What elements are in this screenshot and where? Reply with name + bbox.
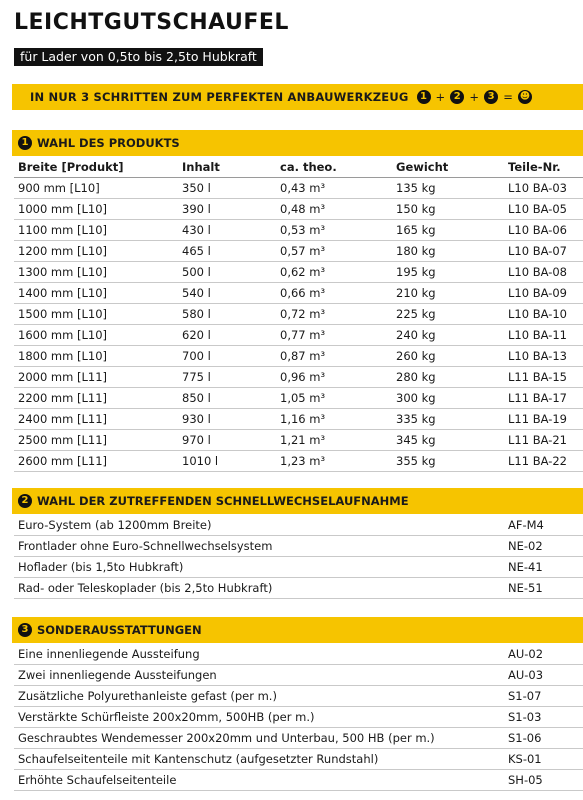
column-header: Gewicht	[396, 160, 449, 174]
table-cell: 850 l	[182, 391, 211, 405]
item-part-number: AU-03	[508, 668, 544, 682]
section-3-header	[12, 617, 583, 643]
table-cell: 195 kg	[396, 265, 436, 279]
table-cell: L10 BA-06	[508, 223, 567, 237]
table-cell: 280 kg	[396, 370, 436, 384]
table-cell: 1600 mm [L10]	[18, 328, 107, 342]
item-description: Euro-System (ab 1200mm Breite)	[18, 518, 212, 532]
table-cell: 150 kg	[396, 202, 436, 216]
table-cell: 0,62 m³	[280, 265, 326, 279]
table-cell: 350 l	[182, 181, 211, 195]
table-cell: 335 kg	[396, 412, 436, 426]
table-cell: L11 BA-22	[508, 454, 567, 468]
table-row	[14, 220, 583, 241]
banner-text: IN NUR 3 SCHRITTEN ZUM PERFEKTEN ANBAUWERKZEUG	[30, 90, 409, 104]
table-cell: 1,21 m³	[280, 433, 326, 447]
table-cell: 540 l	[182, 286, 211, 300]
table-cell: 165 kg	[396, 223, 436, 237]
table-cell: 620 l	[182, 328, 211, 342]
table-row	[14, 241, 583, 262]
item-description: Eine innenliegende Aussteifung	[18, 647, 200, 661]
table-row	[14, 367, 583, 388]
table-cell: 465 l	[182, 244, 211, 258]
table-cell: 0,66 m³	[280, 286, 326, 300]
table-cell: 970 l	[182, 433, 211, 447]
table-cell: 775 l	[182, 370, 211, 384]
table-cell: L10 BA-08	[508, 265, 567, 279]
table-cell: 0,57 m³	[280, 244, 326, 258]
table-cell: L10 BA-10	[508, 307, 567, 321]
table-cell: 0,87 m³	[280, 349, 326, 363]
section-1-header	[12, 130, 583, 156]
column-header: ca. theo.	[280, 160, 337, 174]
table-cell: 0,72 m³	[280, 307, 326, 321]
table-cell: 930 l	[182, 412, 211, 426]
table-cell: 135 kg	[396, 181, 436, 195]
subtitle-badge: für Lader von 0,5to bis 2,5to Hubkraft	[14, 48, 263, 66]
table-cell: 900 mm [L10]	[18, 181, 100, 195]
table-cell: 2500 mm [L11]	[18, 433, 107, 447]
list-item	[14, 686, 583, 707]
column-header: Inhalt	[182, 160, 220, 174]
step-2-icon: 2	[450, 90, 464, 104]
item-part-number: S1-03	[508, 710, 542, 724]
item-description: Geschraubtes Wendemesser 200x20mm und Unterbau, 500 HB (per m.)	[18, 731, 435, 745]
options-table	[14, 644, 583, 791]
table-cell: L11 BA-21	[508, 433, 567, 447]
table-cell: 1400 mm [L10]	[18, 286, 107, 300]
table-row	[14, 178, 583, 199]
table-row	[14, 409, 583, 430]
table-cell: 1500 mm [L10]	[18, 307, 107, 321]
step-3-icon: 3	[18, 623, 32, 637]
table-cell: 0,96 m³	[280, 370, 326, 384]
item-description: Verstärkte Schürfleiste 200x20mm, 500HB (per m.)	[18, 710, 315, 724]
table-row	[14, 451, 583, 472]
table-cell: L10 BA-03	[508, 181, 567, 195]
table-cell: 0,48 m³	[280, 202, 326, 216]
table-cell: 1100 mm [L10]	[18, 223, 107, 237]
coupling-table	[14, 515, 583, 599]
table-row	[14, 430, 583, 451]
table-row	[14, 346, 583, 367]
table-cell: 500 l	[182, 265, 211, 279]
table-cell: 210 kg	[396, 286, 436, 300]
table-cell: 700 l	[182, 349, 211, 363]
table-cell: 1,16 m³	[280, 412, 326, 426]
table-cell: 345 kg	[396, 433, 436, 447]
table-cell: 1200 mm [L10]	[18, 244, 107, 258]
plus-sign: +	[469, 90, 480, 104]
list-item	[14, 536, 583, 557]
table-cell: L10 BA-11	[508, 328, 567, 342]
table-cell: 430 l	[182, 223, 211, 237]
item-part-number: NE-51	[508, 581, 543, 595]
table-cell: 1,05 m³	[280, 391, 326, 405]
list-item	[14, 749, 583, 770]
table-cell: L11 BA-19	[508, 412, 567, 426]
table-row	[14, 388, 583, 409]
table-cell: 1800 mm [L10]	[18, 349, 107, 363]
item-description: Schaufelseitenteile mit Kantenschutz (aufgesetzter Rundstahl)	[18, 752, 379, 766]
item-part-number: NE-41	[508, 560, 543, 574]
table-cell: 0,53 m³	[280, 223, 326, 237]
step-1-icon: 1	[417, 90, 431, 104]
table-cell: 2400 mm [L11]	[18, 412, 107, 426]
list-item	[14, 707, 583, 728]
table-cell: 2200 mm [L11]	[18, 391, 107, 405]
table-header-row	[14, 157, 583, 178]
table-row	[14, 199, 583, 220]
table-cell: 1000 mm [L10]	[18, 202, 107, 216]
table-cell: 2000 mm [L11]	[18, 370, 107, 384]
table-cell: L10 BA-09	[508, 286, 567, 300]
item-part-number: KS-01	[508, 752, 542, 766]
table-cell: 580 l	[182, 307, 211, 321]
item-description: Erhöhte Schaufelseitenteile	[18, 773, 177, 787]
item-part-number: AF-M4	[508, 518, 544, 532]
item-description: Zusätzliche Polyurethanleiste gefast (per m.)	[18, 689, 277, 703]
list-item	[14, 665, 583, 686]
table-cell: L11 BA-17	[508, 391, 567, 405]
item-part-number: S1-07	[508, 689, 542, 703]
step-2-icon: 2	[18, 494, 32, 508]
column-header: Teile-Nr.	[508, 160, 561, 174]
item-description: Zwei innenliegende Aussteifungen	[18, 668, 217, 682]
table-cell: 1,23 m³	[280, 454, 326, 468]
item-part-number: S1-06	[508, 731, 542, 745]
section-2-title: WAHL DER ZUTREFFENDEN SCHNELLWECHSELAUFNAHME	[37, 494, 409, 508]
item-description: Frontlader ohne Euro-Schnellwechselsystem	[18, 539, 273, 553]
table-cell: 0,43 m³	[280, 181, 326, 195]
table-cell: 0,77 m³	[280, 328, 326, 342]
table-cell: 1010 l	[182, 454, 219, 468]
item-part-number: AU-02	[508, 647, 544, 661]
equals-sign: =	[503, 90, 514, 104]
table-cell: 390 l	[182, 202, 211, 216]
item-part-number: SH-05	[508, 773, 543, 787]
table-cell: 225 kg	[396, 307, 436, 321]
item-part-number: NE-02	[508, 539, 543, 553]
table-cell: L11 BA-15	[508, 370, 567, 384]
steps-banner	[12, 84, 583, 110]
table-row	[14, 262, 583, 283]
list-item	[14, 770, 583, 791]
list-item	[14, 515, 583, 536]
item-description: Rad- oder Teleskoplader (bis 2,5to Hubkraft)	[18, 581, 273, 595]
column-header: Breite [Produkt]	[18, 160, 124, 174]
section-1-title: WAHL DES PRODUKTS	[37, 136, 180, 150]
table-row	[14, 304, 583, 325]
plus-sign: +	[435, 90, 446, 104]
table-cell: 260 kg	[396, 349, 436, 363]
table-cell: L10 BA-05	[508, 202, 567, 216]
table-cell: L10 BA-13	[508, 349, 567, 363]
section-3-title: SONDERAUSSTATTUNGEN	[37, 623, 202, 637]
table-cell: 240 kg	[396, 328, 436, 342]
list-item	[14, 644, 583, 665]
table-cell: 1300 mm [L10]	[18, 265, 107, 279]
table-cell: 180 kg	[396, 244, 436, 258]
step-3-icon: 3	[484, 90, 498, 104]
section-2-header	[12, 488, 583, 514]
smiley-icon: ☻	[519, 91, 531, 102]
table-cell: 300 kg	[396, 391, 436, 405]
table-row	[14, 325, 583, 346]
page-title: LEICHTGUTSCHAUFEL	[14, 10, 289, 35]
list-item	[14, 557, 583, 578]
table-cell: 2600 mm [L11]	[18, 454, 107, 468]
table-row	[14, 283, 583, 304]
list-item	[14, 728, 583, 749]
item-description: Hoflader (bis 1,5to Hubkraft)	[18, 560, 184, 574]
product-table	[14, 157, 583, 472]
step-1-icon: 1	[18, 136, 32, 150]
list-item	[14, 578, 583, 599]
table-cell: 355 kg	[396, 454, 436, 468]
table-cell: L10 BA-07	[508, 244, 567, 258]
